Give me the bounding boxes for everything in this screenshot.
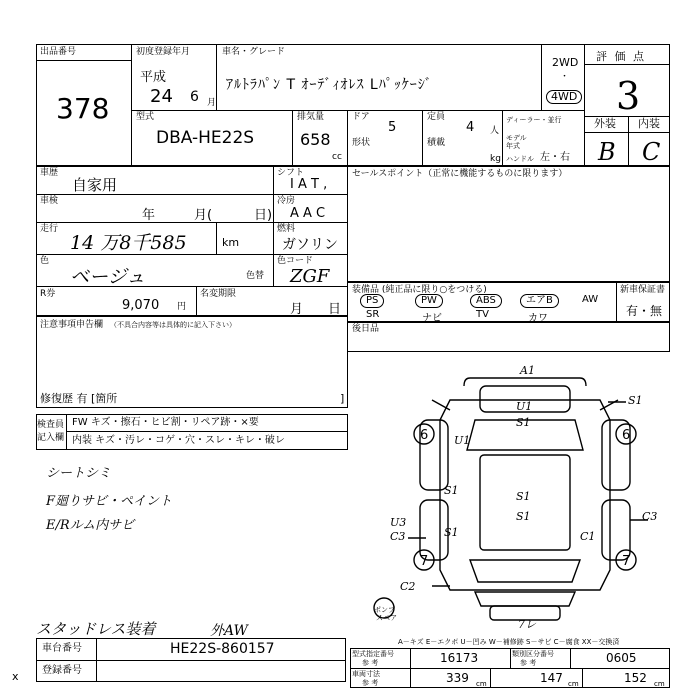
first-reg-era: 平成 [140, 70, 167, 85]
drive-dot: ・ [560, 72, 570, 82]
recycle-label: R券 [40, 289, 56, 299]
chassis-value: HE22S-860157 [170, 641, 275, 657]
exterior-label: 外装 [594, 117, 616, 130]
circle-6-right: 6 [622, 428, 631, 443]
dims-sub: 参 考 [362, 679, 379, 687]
note-seat-stain: シートシミ [46, 466, 112, 481]
sales-box [347, 166, 670, 282]
shift-label: シフト [277, 168, 305, 178]
equipment-navi: ナビ [422, 313, 442, 324]
first-reg-month-unit: 月 [207, 98, 217, 108]
dims-height: 152 [624, 671, 647, 685]
displacement-label: 排気量 [297, 112, 325, 122]
mark-c3-left: C3 [390, 530, 406, 543]
recycle-unit: 円 [177, 302, 187, 312]
lot-label: 出品番号 [40, 47, 77, 57]
history-value: 自家用 [72, 176, 118, 194]
inspection-year: 年 [142, 208, 156, 223]
score-label: 評 価 点 [596, 50, 646, 63]
spare-pump: ポンプ [374, 606, 395, 614]
sale-points-label: セールスポイント（正常に機能するものに限ります） [352, 169, 568, 179]
car-name-value: ｱﾙﾄﾗﾊﾟﾝ T ｵｰﾃﾞｨｵﾚｽ Lﾊﾟｯｹｰｼﾞ [226, 77, 433, 93]
recycle-value: 9,070 [122, 298, 160, 313]
checker-label1: 検査員 [37, 420, 65, 430]
later-date-box [347, 322, 670, 352]
drive-4wd: 4WD [546, 90, 582, 104]
interior-label: 内装 [638, 117, 660, 130]
mark-s1-e: S1 [516, 510, 531, 523]
mark-c1: C1 [580, 530, 596, 543]
mark-s1-top: S1 [628, 394, 643, 407]
repair-history: 修復歴 有 [箇所 [40, 392, 118, 405]
dims-length-unit: cm [476, 680, 487, 688]
type-cert-label: 型式指定番号 [352, 650, 394, 658]
repair-bracket-end: ] [340, 392, 345, 405]
warranty-value: 有・無 [626, 304, 663, 318]
equipment-ovals [360, 294, 610, 308]
model-year-label: モデル 年式 [506, 134, 527, 150]
load-label: 積載 [427, 138, 446, 148]
mark-s1-c: S1 [444, 484, 459, 497]
warranty-label: 新車保証書 [620, 285, 666, 295]
history-label: 車歴 [40, 168, 59, 178]
expiry-day: 日 [328, 302, 342, 317]
mark-u1-b: U1 [454, 434, 471, 447]
capacity-unit: 人 [490, 126, 500, 136]
interior-score: C [642, 138, 661, 166]
notes-sub: （不具合内容等は具体的に記入下さい） [110, 321, 236, 329]
shape-label: 形状 [352, 138, 371, 148]
equipment-label: 装備品 (純正品に限り○をつける) [352, 285, 487, 295]
lot-number: 378 [56, 92, 110, 125]
dims-width: 147 [540, 671, 563, 685]
fuel-label: 燃料 [277, 224, 296, 234]
shift-value: I A T , [290, 177, 328, 192]
note-front-rust: F廻りサビ・ペイント [46, 494, 173, 509]
doors-value: 5 [388, 120, 397, 135]
load-kg: kg [490, 154, 501, 164]
equipment-row2 [366, 309, 606, 324]
reg-no-label: 登録番号 [42, 665, 82, 676]
fuel-value: ガソリン [282, 237, 338, 253]
displacement-unit: cc [332, 152, 342, 162]
equipment-sr: SR [366, 309, 380, 320]
class-no-sub: 参 考 [520, 659, 537, 667]
mark-c3-right: C3 [642, 510, 658, 523]
note-aw: 外AW [210, 623, 248, 639]
spare-label: スペア [376, 614, 397, 622]
checker-label2: 記入欄 [37, 433, 65, 443]
mark-a1: A1 [520, 364, 535, 377]
handle-value: 左・右 [540, 152, 570, 163]
color-change-label: 色替 [246, 271, 265, 281]
type-cert-sub: 参 考 [362, 659, 379, 667]
type-cert-value: 16173 [440, 651, 479, 665]
dims-length: 339 [446, 671, 469, 685]
equipment-leather: カワ [528, 313, 548, 324]
mark-rear: 7レ [518, 618, 536, 631]
first-reg-month: 6 [190, 89, 199, 105]
equipment-abs: ABS [470, 294, 502, 308]
capacity-value: 4 [466, 120, 475, 135]
model-value: DBA-HE22S [156, 128, 255, 148]
car-name-label: 車名・グレード [222, 47, 286, 57]
dims-width-unit: cm [568, 680, 579, 688]
mark-s1-b: S1 [516, 416, 531, 429]
circle-7-left: 7 [420, 554, 429, 569]
notes-label: 注意事項申告欄 [40, 320, 104, 330]
color-code-label: 色コード [277, 256, 314, 266]
inspection-label: 車検 [40, 196, 59, 206]
score-value: 3 [616, 74, 641, 118]
corner-x: x [12, 670, 19, 683]
doors-label: ドア [352, 112, 370, 122]
checker-row1: FW キズ・擦石・ヒビ割・リペア跡・×要 [72, 417, 259, 428]
first-reg-year: 24 [150, 86, 173, 107]
later-date-label: 後日品 [352, 324, 380, 334]
aircon-label: 冷房 [277, 196, 296, 206]
dealer-label: ディーラー・並行 [506, 116, 562, 124]
mark-u1-a: U1 [516, 400, 533, 413]
expiry-label: 名変期限 [200, 289, 237, 299]
capacity-label: 定員 [427, 112, 446, 122]
mark-s1-f: S1 [444, 526, 459, 539]
mark-s1-d: S1 [516, 490, 531, 503]
model-label: 型式 [136, 112, 155, 122]
mark-c2: C2 [400, 580, 416, 593]
inspection-month: 月( [194, 208, 213, 223]
mileage-label: 走行 [40, 224, 59, 234]
first-reg-label: 初度登録年月 [136, 47, 191, 57]
exterior-score: B [598, 138, 616, 166]
color-code: ZGF [290, 266, 330, 287]
aircon-value: A A C [290, 206, 326, 221]
equipment-pw: PW [415, 294, 443, 308]
drive-2wd: 2WD [552, 56, 579, 69]
mark-u3: U3 [390, 516, 407, 529]
equipment-ps: PS [360, 294, 384, 308]
dims-height-unit: cm [654, 680, 665, 688]
equipment-airbag: エアB [520, 294, 559, 308]
chassis-label: 車台番号 [42, 643, 82, 654]
displacement-value: 658 [300, 130, 331, 149]
color-label: 色 [40, 256, 50, 266]
note-studless: スタッドレス装着 [36, 620, 156, 638]
equipment-tv: TV [476, 309, 489, 320]
class-no-label: 類別区分番号 [512, 650, 554, 658]
damage-legend: A－キズ E－エクボ U－凹み W－補修跡 S－サビ C－腐食 XX－交換済 [398, 638, 620, 646]
inspection-day: 日) [254, 208, 273, 223]
color-value: ベージュ [70, 266, 146, 288]
note-engine-room-rust: E/Rルム内サビ [46, 518, 135, 533]
circle-7-right: 7 [622, 554, 631, 569]
car-diagram [374, 360, 670, 631]
mileage-value: 14 万8千585 [70, 232, 187, 254]
mileage-unit: km [222, 236, 240, 249]
checker-row2: 内装 キズ・汚レ・コゲ・穴・スレ・キレ・破レ [72, 435, 285, 446]
class-no-value: 0605 [606, 651, 637, 665]
circle-6-left: 6 [420, 428, 429, 443]
handle-label: ハンドル [506, 155, 534, 163]
expiry-month: 月 [290, 302, 304, 317]
dims-label: 車両寸法 [352, 670, 380, 678]
equipment-aw: AW [582, 294, 599, 305]
